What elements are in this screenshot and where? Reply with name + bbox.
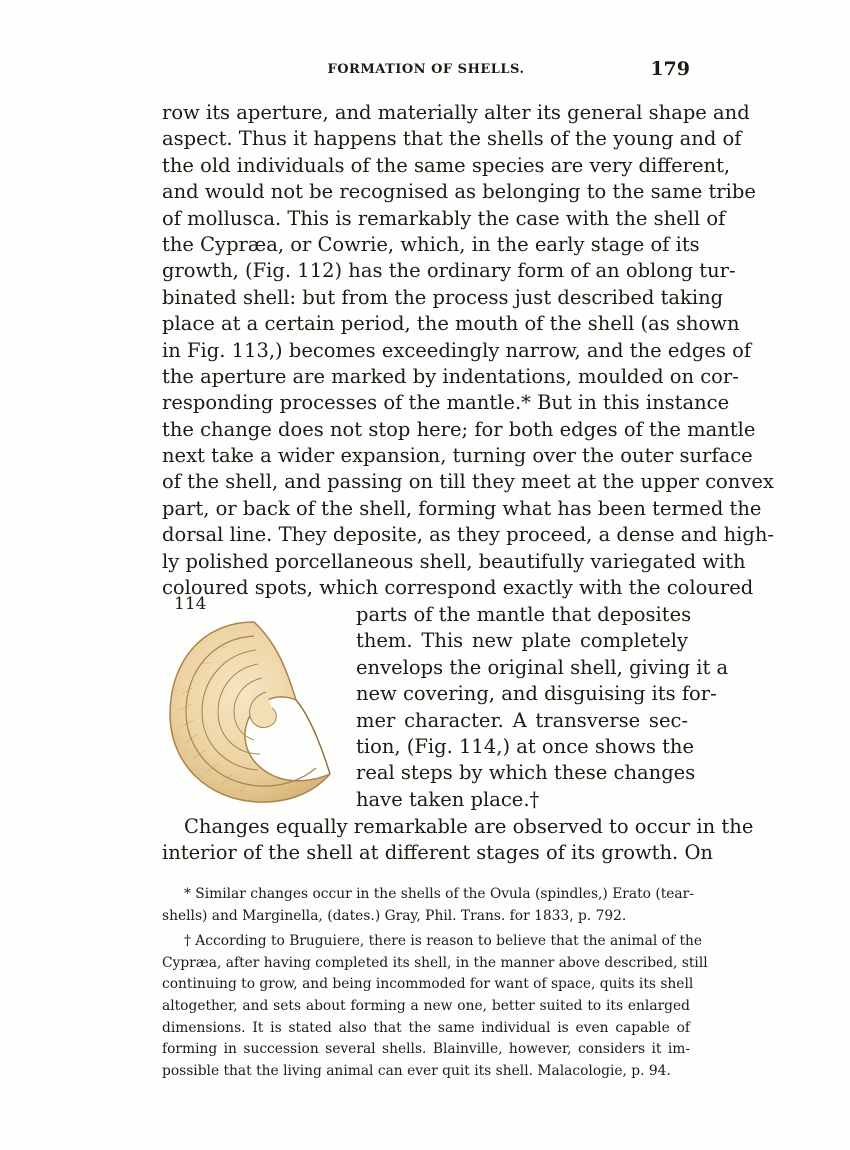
main-paragraph: [162, 100, 775, 601]
text-line: parts of the mantle that deposites: [356, 603, 692, 626]
text-line: tion, (Fig. 114,) at once shows the: [356, 734, 695, 758]
text-line: row its aperture, and materially alter its general shape and: [162, 101, 750, 124]
text-line: and would not be recognised as belonging to the same tribe: [162, 180, 756, 204]
text-line: of the shell, and passing on till they meet at the upper convex: [162, 470, 774, 494]
text-line: growth, (Fig. 112) has the ordinary form of an oblong tur-: [162, 259, 736, 283]
text-line: the old individuals of the same species are very different,: [162, 153, 731, 177]
text-line: aspect. Thus it happens that the shells of the young and of: [162, 127, 742, 151]
text-line: part, or back of the shell, forming what has been termed the: [162, 496, 762, 520]
footnote-line: altogether, and sets about forming a new one, better suited to its enlarged: [162, 997, 690, 1014]
footnote-line: continuing to grow, and being incommoded for want of space, quits its shell: [162, 976, 694, 993]
text-line: in Fig. 113,) becomes exceedingly narrow, and the edges of: [162, 338, 752, 362]
footnote-line: Cypræa, after having completed its shell, in the manner above described, still: [162, 954, 708, 971]
text-line: place at a certain period, the mouth of the shell (as shown: [162, 312, 740, 336]
text-line: of mollusca. This is remarkably the case with the shell of: [162, 206, 726, 230]
text-line: them. This new plate completely: [356, 629, 688, 653]
text-line: Changes equally remarkable are observed to occur in the: [184, 815, 754, 838]
footnote-line: forming in succession several shells. Blainville, however, considers it im-: [162, 1041, 690, 1058]
footnotes: [162, 884, 708, 1082]
text-line: the change does not stop here; for both edges of the mantle: [162, 417, 756, 441]
text-line: the aperture are marked by indentations, moulded on cor-: [162, 364, 739, 388]
text-line: the Cypræa, or Cowrie, which, in the early stage of its: [162, 232, 700, 256]
wrapped-paragraph: [356, 602, 729, 813]
footnote-1: [162, 884, 694, 927]
text-line: interior of the shell at different stages of its growth. On: [162, 841, 713, 865]
text-line: envelops the original shell, giving it a: [356, 655, 729, 679]
running-head: FORMATION OF SHELLS.: [327, 62, 525, 77]
text-line: new covering, and disguising its for-: [356, 682, 717, 706]
page-header: [162, 58, 690, 88]
text-line: dorsal line. They deposite, as they proceed, a dense and high-: [162, 523, 775, 547]
text-line: coloured spots, which correspond exactly with the coloured: [162, 576, 754, 600]
text-line: ly polished porcellaneous shell, beautifully variegated with: [162, 549, 746, 573]
footnote-line: dimensions. It is stated also that the same individual is even capable of: [162, 1019, 690, 1036]
text-line: have taken place.†: [356, 787, 540, 811]
text-line: mer character. A transverse sec-: [356, 708, 688, 732]
text-line: real steps by which these changes: [356, 761, 696, 785]
figure-label: 114: [174, 594, 207, 614]
text-line: responding processes of the mantle.* But in this instance: [162, 391, 730, 415]
text-line: next take a wider expansion, turning over the outer surface: [162, 444, 753, 468]
text-line: binated shell: but from the process just described taking: [162, 285, 724, 309]
footnote-line: shells) and Marginella, (dates.) Gray, Phil. Trans. for 1833, p. 792.: [162, 907, 627, 924]
footnote-line: possible that the living animal can ever quit its shell. Malacologie, p. 94.: [162, 1062, 671, 1079]
footnote-2: [162, 931, 708, 1082]
footnote-line: † According to Bruguiere, there is reason to believe that the animal of the: [184, 933, 703, 950]
footnote-line: * Similar changes occur in the shells of the Ovula (spindles,) Erato (tear-: [184, 886, 694, 902]
cowrie-cross-section-illustration: [162, 614, 342, 819]
page-number: 179: [650, 58, 690, 80]
second-paragraph: [162, 814, 754, 867]
figure-114: [162, 594, 342, 824]
